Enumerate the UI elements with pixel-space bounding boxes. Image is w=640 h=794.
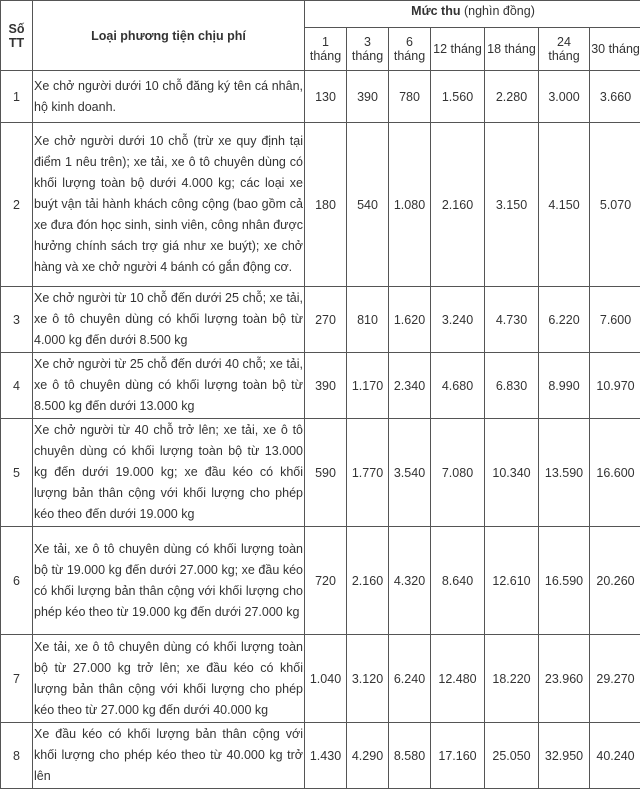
fee-value: 180 xyxy=(305,123,347,287)
fee-value: 6.220 xyxy=(539,287,590,353)
row-number: 4 xyxy=(1,353,33,419)
row-number: 5 xyxy=(1,419,33,527)
vehicle-description: Xe tải, xe ô tô chuyên dùng có khối lượng toàn bộ từ 27.000 kg trở lên; xe đầu kéo có khối lượng bản thân cộng với khối lượng cho phép kéo theo từ 27.000 kg đến dưới 40.000 kg xyxy=(33,635,305,723)
fee-value: 25.050 xyxy=(485,723,539,789)
fee-value: 2.280 xyxy=(485,71,539,123)
header-period: 1 tháng xyxy=(305,28,347,71)
table-row xyxy=(1,353,640,419)
header-no: Số TT xyxy=(1,1,33,71)
table-body xyxy=(1,71,640,789)
fee-value: 8.640 xyxy=(431,527,485,635)
row-number: 3 xyxy=(1,287,33,353)
fee-value: 8.580 xyxy=(389,723,431,789)
header-period: 30 tháng xyxy=(590,28,640,71)
header-period: 18 tháng xyxy=(485,28,539,71)
table-row xyxy=(1,527,640,635)
table-row xyxy=(1,419,640,527)
header-period: 3 tháng xyxy=(347,28,389,71)
row-number: 6 xyxy=(1,527,33,635)
fee-value: 10.970 xyxy=(590,353,640,419)
row-number: 7 xyxy=(1,635,33,723)
fee-value: 390 xyxy=(305,353,347,419)
fee-value: 18.220 xyxy=(485,635,539,723)
fee-value: 4.290 xyxy=(347,723,389,789)
fee-value: 1.560 xyxy=(431,71,485,123)
fee-value: 3.240 xyxy=(431,287,485,353)
vehicle-description: Xe tải, xe ô tô chuyên dùng có khối lượng toàn bộ từ 19.000 kg đến dưới 27.000 kg; xe đầu kéo có khối lượng bản thân cộng với khối lượng cho phép kéo theo từ 19.000 kg đến dưới 27.000 kg xyxy=(33,527,305,635)
fee-value: 4.150 xyxy=(539,123,590,287)
fee-value: 5.070 xyxy=(590,123,640,287)
fee-value: 1.080 xyxy=(389,123,431,287)
fee-value: 1.170 xyxy=(347,353,389,419)
fee-value: 7.080 xyxy=(431,419,485,527)
vehicle-description: Xe chở người dưới 10 chỗ (trừ xe quy định tại điểm 1 nêu trên); xe tải, xe ô tô chuyên dùng có khối lượng toàn bộ dưới 4.000 kg; các loại xe buýt vận tải hành khách công cộng (bao gồm cả xe đưa đón học sinh, sinh viên, công nhân được hưởng chính sách trợ giá như xe buýt); xe chở hàng và xe chở người 4 bánh có gắn động cơ. xyxy=(33,123,305,287)
fee-value: 270 xyxy=(305,287,347,353)
fee-value: 4.320 xyxy=(389,527,431,635)
header-rate-unit: (nghìn đồng) xyxy=(463,4,535,18)
fee-value: 130 xyxy=(305,71,347,123)
fee-value: 3.000 xyxy=(539,71,590,123)
vehicle-description: Xe chở người từ 10 chỗ đến dưới 25 chỗ; xe tải, xe ô tô chuyên dùng có khối lượng toàn bộ từ 4.000 kg đến dưới 8.500 kg xyxy=(33,287,305,353)
fee-value: 2.160 xyxy=(347,527,389,635)
header-period: 12 tháng xyxy=(431,28,485,71)
header-period: 24 tháng xyxy=(539,28,590,71)
fee-value: 2.160 xyxy=(431,123,485,287)
fee-value: 4.680 xyxy=(431,353,485,419)
fee-value: 720 xyxy=(305,527,347,635)
fee-value: 590 xyxy=(305,419,347,527)
fee-value: 3.120 xyxy=(347,635,389,723)
row-number: 2 xyxy=(1,123,33,287)
fee-value: 32.950 xyxy=(539,723,590,789)
fee-value: 10.340 xyxy=(485,419,539,527)
fee-value: 7.600 xyxy=(590,287,640,353)
fee-value: 3.660 xyxy=(590,71,640,123)
table-row xyxy=(1,123,640,287)
fee-value: 1.770 xyxy=(347,419,389,527)
fee-value: 17.160 xyxy=(431,723,485,789)
header-rate xyxy=(305,1,640,28)
fee-value: 23.960 xyxy=(539,635,590,723)
fee-value: 6.240 xyxy=(389,635,431,723)
table-row xyxy=(1,635,640,723)
fee-value: 1.040 xyxy=(305,635,347,723)
fee-value: 390 xyxy=(347,71,389,123)
fee-value: 29.270 xyxy=(590,635,640,723)
fee-value: 1.620 xyxy=(389,287,431,353)
table-row xyxy=(1,287,640,353)
fee-value: 40.240 xyxy=(590,723,640,789)
fee-value: 3.540 xyxy=(389,419,431,527)
row-number: 8 xyxy=(1,723,33,789)
fee-value: 16.600 xyxy=(590,419,640,527)
fee-value: 13.590 xyxy=(539,419,590,527)
header-vehicle: Loại phương tiện chịu phí xyxy=(33,1,305,71)
vehicle-description: Xe đầu kéo có khối lượng bản thân cộng với khối lượng cho phép kéo theo từ 40.000 kg trở lên xyxy=(33,723,305,789)
fee-value: 3.150 xyxy=(485,123,539,287)
fee-value: 4.730 xyxy=(485,287,539,353)
fee-value: 810 xyxy=(347,287,389,353)
fee-value: 540 xyxy=(347,123,389,287)
fee-value: 6.830 xyxy=(485,353,539,419)
fee-value: 12.480 xyxy=(431,635,485,723)
header-rate-label: Mức thu xyxy=(411,4,461,18)
fee-value: 8.990 xyxy=(539,353,590,419)
vehicle-description: Xe chở người dưới 10 chỗ đăng ký tên cá nhân, hộ kinh doanh. xyxy=(33,71,305,123)
vehicle-description: Xe chở người từ 25 chỗ đến dưới 40 chỗ; xe tải, xe ô tô chuyên dùng có khối lượng toàn bộ từ 8.500 kg đến dưới 13.000 kg xyxy=(33,353,305,419)
fee-value: 12.610 xyxy=(485,527,539,635)
table-row xyxy=(1,723,640,789)
row-number: 1 xyxy=(1,71,33,123)
fee-value: 2.340 xyxy=(389,353,431,419)
table-row xyxy=(1,71,640,123)
fee-value: 780 xyxy=(389,71,431,123)
vehicle-description: Xe chở người từ 40 chỗ trở lên; xe tải, xe ô tô chuyên dùng có khối lượng toàn bộ từ 13.000 kg đến dưới 19.000 kg; xe đầu kéo có khối lượng bản thân cộng với khối lượng cho phép kéo theo đến dưới 19.000 kg xyxy=(33,419,305,527)
fee-value: 1.430 xyxy=(305,723,347,789)
table-header xyxy=(1,1,640,71)
fee-value: 20.260 xyxy=(590,527,640,635)
header-period: 6 tháng xyxy=(389,28,431,71)
fee-value: 16.590 xyxy=(539,527,590,635)
